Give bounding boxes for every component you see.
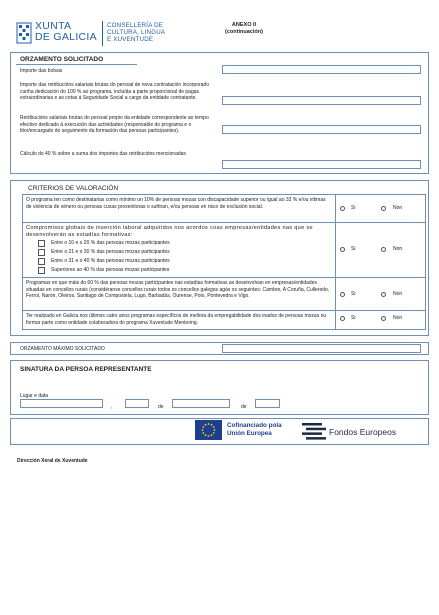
header-divider	[102, 21, 103, 46]
date-de-1: de	[158, 404, 164, 410]
criterion-3-text: Programas en que máis do 60 % das persoas mozas participantes nas estadías formativas as desenvolvan en empresas/entidades situadas en concellos rurais (considéranse concellos rurais todos os concellos galegos agás os seguintes: Cambre, A Coruña, Culleredo, Ferrol, Narón, Oleiros, Santiago de Compostela, Lugo, Barbadás, Ourense, Poio, Pontevedra e Vigo.	[26, 280, 330, 300]
criterion-2-option-4-checkbox[interactable]	[38, 267, 45, 274]
criterion-2-no-radio[interactable]	[381, 247, 386, 252]
criterion-3-yes-radio[interactable]	[340, 292, 345, 297]
conselleria-name	[107, 22, 165, 44]
criterion-1-no-radio[interactable]	[381, 206, 386, 211]
criterion-4-no-label: Non	[393, 315, 403, 321]
criterion-2-option-3-label: Entre o 31 e o 40 % das persoas mozas participantes	[51, 258, 170, 264]
xunta-name	[35, 21, 97, 42]
budget-row-3-label: Retribucións salariais brutas do persoal propio da entidade correspondente ao tempo efectivo dedicado á execución das actividades (responsable do programa e o titor/encargado do seguimento da formación das persoas participantes).	[20, 115, 209, 135]
budget-row-3-input[interactable]	[222, 125, 421, 134]
criterion-1-text: O programa ten como destinatarias como mínimo un 10% de persoas mozas con discapacidade superior ou igual ao 33 % e/ou vítimas de violencia de xénero ou persoas cuxas proxenitoras o sufriran, e/ou persoas en risco de exclusión social.	[26, 197, 326, 210]
month-input[interactable]	[172, 399, 230, 408]
budget-title-underline	[16, 64, 137, 65]
annex-heading	[214, 22, 274, 36]
criterion-3-no-radio[interactable]	[381, 292, 386, 297]
signature-title: SINATURA DA PERSOA REPRESENTANTE	[20, 366, 152, 373]
budget-row-2-label: Importe das retribucións salariais brutas do persoal de nova contratación incorporado cunha dedicación do 100 % ao programa, incluída a parte proporcional de pagas extraordinarias e as cotas á Seguridade Social a cargo da entidade contratante.	[20, 82, 209, 102]
place-date-label: Lugar e data	[20, 393, 49, 399]
place-comma: ,	[111, 404, 113, 410]
criterion-2-yes-label: Si	[351, 246, 356, 252]
xunta-emblem-icon	[16, 22, 32, 44]
place-input[interactable]	[20, 399, 103, 408]
criterion-2-title: Compromisos globais de inserción laboral adquiridos nos acordos coas empresas/entidades nas que se desenvolverán as estadías formativas:	[26, 225, 313, 238]
budget-row-1-label: Importe das bolsas	[20, 68, 63, 74]
criterion-4-text: Ter realizado en Galicia nos últimos catro anos programas específicos de mellora da empregabilidade dos inados de persoas mozas ou formar parte como entidade colaboradora do programa Xuventude Mentoring.	[26, 313, 327, 326]
criterion-4-yes-radio[interactable]	[340, 316, 345, 321]
criteria-row-divider-1	[22, 222, 426, 223]
criterion-4-yes-label: Si	[351, 315, 356, 321]
fondos-europeos-icon	[302, 423, 326, 440]
criterion-1-yes-label: Si	[351, 205, 356, 211]
xunta-line2: DE GALICIA	[35, 30, 97, 43]
xunta-line1: XUNTA	[35, 20, 72, 32]
year-input[interactable]	[255, 399, 280, 408]
criteria-title: CRITERIOS DE VALORACIÓN	[28, 185, 119, 192]
fondos-europeos-text: Fondos Europeos	[329, 427, 397, 437]
criterion-2-option-3-checkbox[interactable]	[38, 258, 45, 265]
conselleria-line3: E XUVENTUDE	[107, 36, 154, 44]
criterion-1-yes-radio[interactable]	[340, 206, 345, 211]
date-de-2: de	[241, 404, 247, 410]
annex-title: ANEXO II	[231, 22, 257, 28]
criterion-3-no-label: Non	[393, 291, 403, 297]
max-budget-label: ORZAMENTO MÁXIMO SOLICITADO	[20, 346, 105, 352]
cofinanciado-line2: Unión Europea	[227, 429, 272, 437]
criterion-2-option-1-label: Entre o 10 e o 20 % das persoas mozas participantes	[51, 240, 170, 246]
day-input[interactable]	[125, 399, 149, 408]
criterion-2-option-1-checkbox[interactable]	[38, 240, 45, 247]
criterion-4-no-radio[interactable]	[381, 316, 386, 321]
criterion-3-yes-label: Si	[351, 291, 356, 297]
cofinanciado-text	[227, 422, 282, 437]
criterion-2-option-2-checkbox[interactable]	[38, 249, 45, 256]
criterion-1-no-label: Non	[393, 205, 403, 211]
annex-subtitle: (continuación)	[225, 29, 263, 35]
conselleria-line1: CONSELLERÍA DE	[107, 22, 164, 29]
max-budget-input[interactable]	[222, 344, 421, 353]
criterion-2-option-4-label: Superiores ao 40 % das persoas mozas participantes	[51, 267, 170, 273]
criterion-2-no-label: Non	[393, 246, 403, 252]
budget-row-2-input[interactable]	[222, 96, 421, 105]
footer-text: Dirección Xeral de Xuventude	[17, 458, 88, 464]
criterion-2-option-2-label: Entre o 21 e o 30 % das persoas mozas participantes	[51, 249, 170, 255]
budget-title: ORZAMENTO SOLICITADO	[20, 56, 104, 63]
cofinanciado-line1: Cofinanciado pola	[227, 422, 282, 429]
budget-row-4-input[interactable]	[222, 160, 421, 169]
budget-row-4-label: Cálculo do 40 % sobre a suma dos importes das retribucións mencionadas	[20, 151, 186, 157]
criterion-2-yes-radio[interactable]	[340, 247, 345, 252]
xunta-logo	[16, 20, 102, 48]
budget-row-1-input[interactable]	[222, 65, 421, 74]
eu-flag-icon	[195, 420, 222, 440]
criteria-row-divider-3	[22, 310, 426, 311]
conselleria-line2: CULTURA, LINGUA	[107, 29, 166, 37]
criteria-row-divider-2	[22, 277, 426, 278]
